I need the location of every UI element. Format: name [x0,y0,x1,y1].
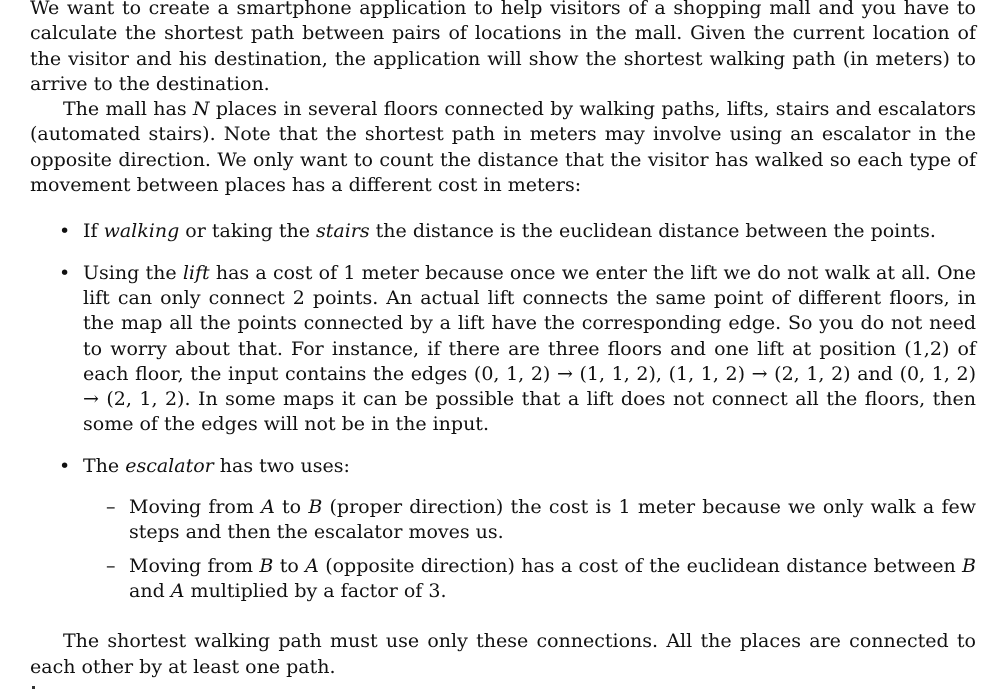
lift-text-1: Using the [83,261,183,284]
opposite-text-c: (opposite direction) has a cost of the euclidean distance between [318,554,963,577]
opposite-text-a: Moving from [129,554,260,577]
mall-text-start: The mall has [63,98,193,121]
closing-paragraph: The shortest walking path must use only these connections. All the places are connected to each other by at least one path. [30,630,976,678]
point-a: A [261,496,275,519]
mall-text-rest: places in several floors connected by walking paths, lifts, stairs and escalators (automated stairs). Note that the shortest path in meters may involve using an escalator in the opposite direction. We only want to count the distance that the visitor has walked so each type of movement between places has a different cost in meters: [30,98,976,197]
intro-paragraph: We want to create a smartphone application to help visitors of a shopping mall and you have to calculate the shortest path between pairs of locations in the mall. Given the current location of the visitor and his destination, the application will show the shortest walking path (in meters) to arrive to the destination. [30,0,976,95]
bullet-escalator [30,454,976,604]
point-a: A [170,579,185,602]
point-b: B [962,554,977,577]
escalator-opposite-direction [83,554,976,605]
point-b: B [259,554,274,577]
n-variable: N [192,98,210,121]
walking-text-3: the distance is the euclidean distance between the points. [369,220,936,243]
mall-paragraph [30,97,976,198]
escalator-term: escalator [125,454,214,477]
walking-text-1: If [83,220,104,243]
opposite-text-d: and [129,579,171,602]
bullet-lift [30,261,976,438]
movement-cost-list [30,219,976,604]
opposite-text-e: multiplied by a factor of 3. [184,579,447,602]
escalator-uses-list [83,495,976,604]
problem-statement [30,0,976,680]
lift-text-2: has a cost of 1 meter because once we enter the lift we do not walk at all. One lift can only connect 2 points. An actual lift connects the same point of different floors, in the map all the points connected by a lift have the corresponding edge. So you do not need to worry about that. For instance, if there are three floors and one lift at position (1,2) of each floor, the input contains the edges (0, 1, 2) → (1, 1, 2), (1, 1, 2) → (2, 1, 2) and (0, 1, 2) → (2, 1, 2). In some maps it can be possible that a lift does not connect all the floors, then some of the edges will not be in the input. [83,261,976,436]
escalator-text-1: The [83,454,126,477]
page-cutoff-mark [32,686,35,689]
lift-term: lift [182,261,210,284]
proper-text-b: to [274,496,309,519]
bullet-walking [30,219,976,244]
proper-text-a: Moving from [129,496,262,519]
point-b: B [308,496,323,519]
escalator-proper-direction [83,495,976,546]
proper-text-c: (proper direction) the cost is 1 meter because we only walk a few steps and then the escalator moves us. [129,496,976,544]
walking-text-2: or taking the [179,220,316,243]
point-a: A [305,554,319,577]
walking-term: walking [103,220,180,243]
opposite-text-b: to [273,554,306,577]
escalator-text-2: has two uses: [213,454,350,477]
stairs-term: stairs [316,220,370,243]
